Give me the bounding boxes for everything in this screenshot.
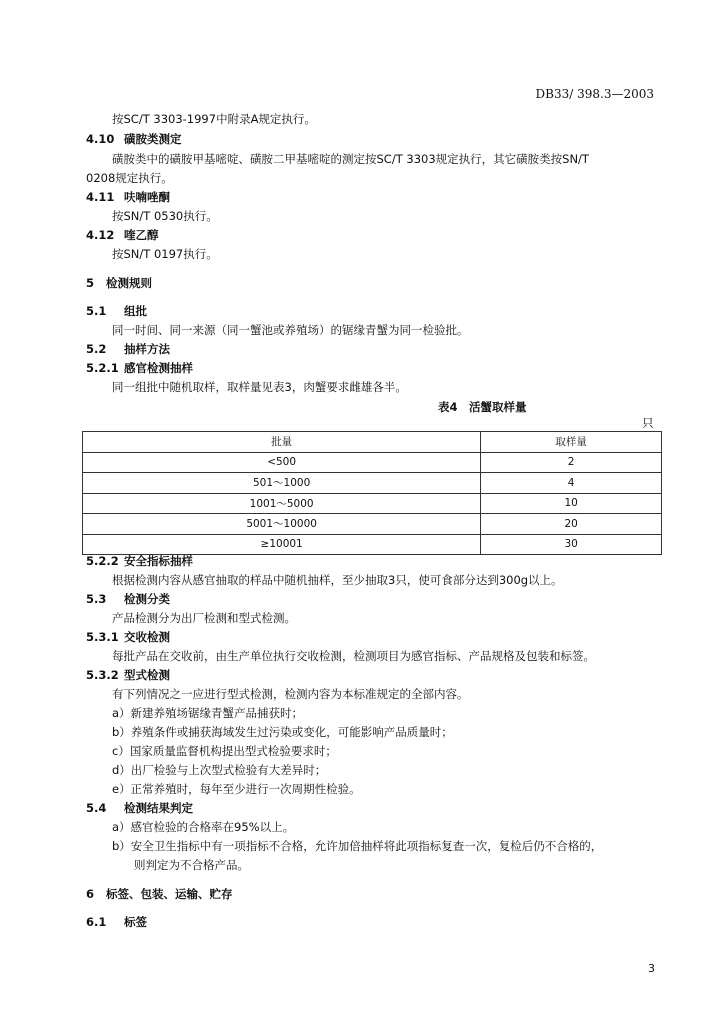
table-cell: 501～1000 xyxy=(83,473,481,494)
table-row xyxy=(83,473,662,494)
chapter-heading xyxy=(86,275,152,291)
standard-code: DB33/ 398.3—2003 xyxy=(535,87,654,101)
section-title: 型式检测 xyxy=(124,668,170,682)
subsection-heading xyxy=(86,629,170,645)
list-item: b）养殖条件或捕获海域发生过污染或变化，可能影响产品质量时； xyxy=(112,725,453,739)
section-title: 检测结果判定 xyxy=(124,801,193,815)
sampling-table xyxy=(82,431,662,555)
list-item: a）新建养殖场锯缘青蟹产品捕获时； xyxy=(112,706,304,720)
subsection-heading xyxy=(86,553,193,569)
chapter-number: 6 xyxy=(86,887,95,901)
section-title: 交收检测 xyxy=(124,630,170,644)
section-number: 5.3.2 xyxy=(86,668,119,682)
paragraph: 按SN/T 0197执行。 xyxy=(112,247,218,261)
section-title: 标签 xyxy=(124,915,147,929)
chapter-heading xyxy=(86,886,233,902)
paragraph: 0208规定执行。 xyxy=(86,171,173,185)
section-number: 5.4 xyxy=(86,801,107,815)
paragraph: 有下列情况之一应进行型式检测，检测内容为本标准规定的全部内容。 xyxy=(112,687,469,701)
list-item: c）国家质量监督机构提出型式检验要求时； xyxy=(112,744,337,758)
section-heading xyxy=(86,591,170,607)
list-item: b）安全卫生指标中有一项指标不合格，允许加倍抽样将此项指标复查一次，复检后仍不合格的， xyxy=(112,839,603,853)
table-cell: 10 xyxy=(481,493,662,514)
section-heading xyxy=(86,800,193,816)
paragraph: 按SN/T 0530执行。 xyxy=(112,209,218,223)
table-cell: <500 xyxy=(83,452,481,473)
table-cell: 2 xyxy=(481,452,662,473)
section-number: 4.12 xyxy=(86,228,115,242)
table-cell: 20 xyxy=(481,514,662,535)
section-number: 5.3 xyxy=(86,592,107,606)
subsection-heading xyxy=(86,360,193,376)
list-item: e）正常养殖时，每年至少进行一次周期性检验。 xyxy=(112,782,361,796)
section-heading xyxy=(86,914,147,930)
chapter-title: 检测规则 xyxy=(106,276,152,290)
section-title: 喹乙醇 xyxy=(124,228,159,242)
section-heading xyxy=(86,341,170,357)
paragraph: 同一时间、同一来源（同一蟹池或养殖场）的锯缘青蟹为同一检验批。 xyxy=(112,323,469,337)
table-header-cell: 取样量 xyxy=(481,432,662,453)
paragraph: 每批产品在交收前，由生产单位执行交收检测，检测项目为感官指标、产品规格及包装和标签。 xyxy=(112,649,595,663)
table-cell: 1001～5000 xyxy=(83,493,481,514)
section-number: 4.11 xyxy=(86,190,115,204)
paragraph: 产品检测分为出厂检测和型式检测。 xyxy=(112,611,296,625)
table-unit: 只 xyxy=(642,416,654,430)
section-title: 磺胺类测定 xyxy=(124,132,182,146)
table-row xyxy=(83,452,662,473)
table-row xyxy=(83,514,662,535)
paragraph: 磺胺类中的磺胺甲基嘧啶、磺胺二甲基嘧啶的测定按SC/T 3303规定执行，其它磺胺类按SN/T xyxy=(112,152,589,166)
table-cell: 5001～10000 xyxy=(83,514,481,535)
list-item-continuation: 则判定为不合格产品。 xyxy=(134,858,249,872)
table-cell: 30 xyxy=(481,534,662,555)
section-number: 5.2.1 xyxy=(86,361,119,375)
paragraph: 根据检测内容从感官抽取的样品中随机抽样，至少抽取3只，使可食部分达到300g以上。 xyxy=(112,573,563,587)
section-title: 抽样方法 xyxy=(124,342,170,356)
section-heading xyxy=(86,303,147,319)
section-title: 安全指标抽样 xyxy=(124,554,193,568)
page-number: 3 xyxy=(648,962,655,975)
section-number: 5.3.1 xyxy=(86,630,119,644)
chapter-title: 标签、包装、运输、贮存 xyxy=(106,887,233,901)
table-caption: 表4 活蟹取样量 xyxy=(438,400,527,414)
table-row xyxy=(83,534,662,555)
paragraph: 同一组批中随机取样，取样量见表3，肉蟹要求雌雄各半。 xyxy=(112,380,407,394)
section-title: 检测分类 xyxy=(124,592,170,606)
chapter-number: 5 xyxy=(86,276,95,290)
paragraph: 按SC/T 3303-1997中附录A规定执行。 xyxy=(112,112,316,126)
list-item: d）出厂检验与上次型式检验有大差异时； xyxy=(112,763,327,777)
section-heading xyxy=(86,227,159,243)
section-heading xyxy=(86,189,170,205)
section-title: 呋喃唑酮 xyxy=(124,190,170,204)
section-number: 6.1 xyxy=(86,915,107,929)
section-number: 5.1 xyxy=(86,304,107,318)
table-header-row xyxy=(83,432,662,453)
section-heading xyxy=(86,131,182,147)
section-title: 感官检测抽样 xyxy=(124,361,193,375)
table-cell: ≥10001 xyxy=(83,534,481,555)
section-title: 组批 xyxy=(124,304,147,318)
subsection-heading xyxy=(86,667,170,683)
section-number: 4.10 xyxy=(86,132,115,146)
section-number: 5.2.2 xyxy=(86,554,119,568)
table-header-cell: 批量 xyxy=(83,432,481,453)
section-number: 5.2 xyxy=(86,342,107,356)
table-row xyxy=(83,493,662,514)
table-cell: 4 xyxy=(481,473,662,494)
list-item: a）感官检验的合格率在95%以上。 xyxy=(112,820,295,834)
